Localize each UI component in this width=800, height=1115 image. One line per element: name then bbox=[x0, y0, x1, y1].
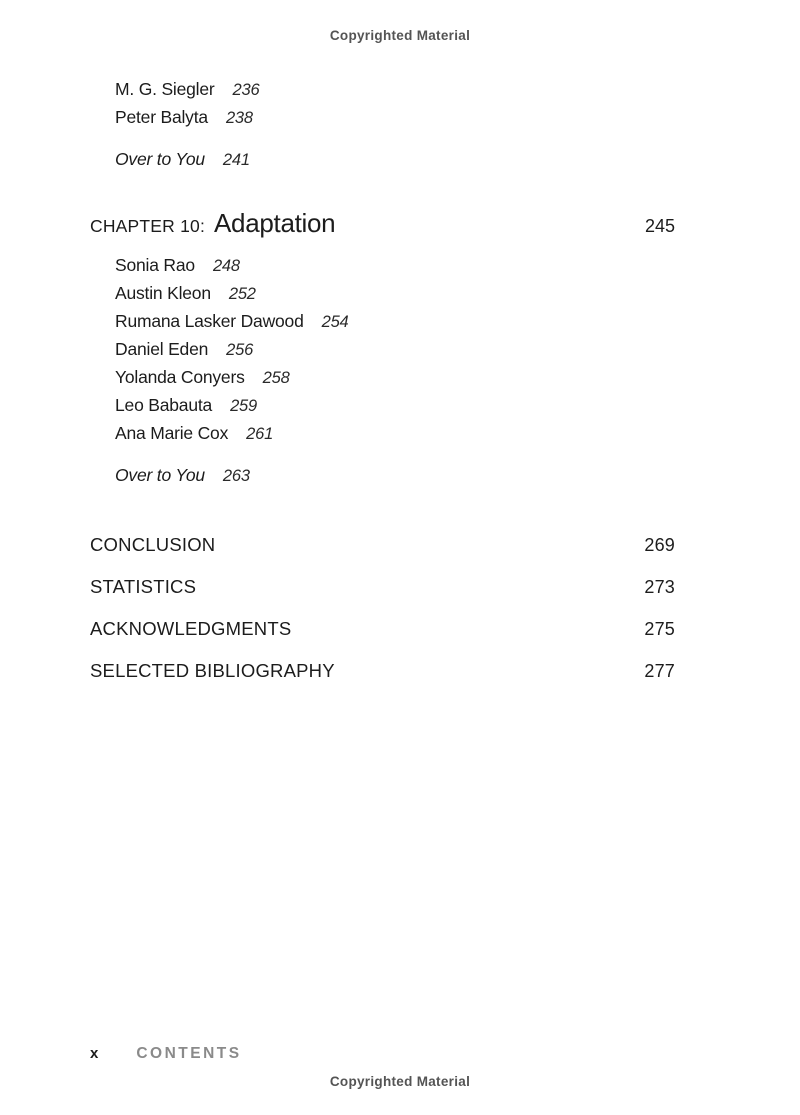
toc-entry bbox=[115, 252, 675, 280]
toc-entry bbox=[115, 146, 675, 174]
leading-entries bbox=[115, 76, 675, 132]
entry-page-number: 241 bbox=[222, 151, 250, 169]
chapter-heading bbox=[90, 208, 675, 239]
section-label: ACKNOWLEDGMENTS bbox=[90, 618, 292, 639]
entry-name: Ana Marie Cox bbox=[115, 423, 229, 443]
entry-name: Sonia Rao bbox=[115, 255, 195, 275]
section-row bbox=[90, 658, 675, 684]
toc-content bbox=[90, 76, 675, 684]
entry-name: Austin Kleon bbox=[115, 283, 211, 303]
copyright-notice-top: Copyrighted Material bbox=[329, 28, 471, 43]
toc-entry bbox=[115, 364, 675, 392]
toc-entry bbox=[115, 392, 675, 420]
entry-name: Daniel Eden bbox=[115, 339, 209, 359]
entry-page-number: 263 bbox=[222, 467, 250, 485]
chapter-over-to-you bbox=[115, 462, 675, 490]
section-label: SELECTED BIBLIOGRAPHY bbox=[90, 660, 335, 681]
entry-name: Leo Babauta bbox=[115, 395, 213, 415]
entry-name: Over to You bbox=[115, 149, 205, 169]
entry-page-number: 238 bbox=[225, 109, 253, 127]
chapter-title: Adaptation bbox=[214, 208, 336, 238]
page-footer bbox=[90, 1045, 242, 1063]
toc-entry bbox=[115, 308, 675, 336]
back-matter-sections bbox=[90, 532, 675, 684]
section-label: STATISTICS bbox=[90, 576, 197, 597]
folio-page-number: x bbox=[90, 1045, 99, 1062]
entry-page-number: 259 bbox=[230, 397, 257, 415]
entry-page-number: 248 bbox=[212, 257, 240, 275]
entry-page-number: 254 bbox=[321, 313, 349, 331]
section-page-number: 269 bbox=[644, 535, 675, 555]
running-head-contents: CONTENTS bbox=[136, 1045, 242, 1062]
toc-entry bbox=[115, 462, 675, 490]
copyright-notice-bottom: Copyrighted Material bbox=[329, 1074, 471, 1089]
chapter-entries bbox=[115, 252, 675, 448]
toc-entry bbox=[115, 280, 675, 308]
chapter-label: CHAPTER 10: bbox=[90, 216, 206, 236]
entry-name: Rumana Lasker Dawood bbox=[115, 311, 304, 331]
entry-name: Yolanda Conyers bbox=[115, 367, 245, 387]
entry-page-number: 261 bbox=[246, 425, 274, 443]
entry-name: Peter Balyta bbox=[115, 107, 208, 127]
entry-name: M. G. Siegler bbox=[115, 79, 215, 99]
entry-page-number: 258 bbox=[262, 369, 290, 387]
toc-entry bbox=[115, 76, 675, 104]
section-page-number: 273 bbox=[644, 577, 675, 597]
section-label: CONCLUSION bbox=[90, 534, 216, 555]
section-row bbox=[90, 616, 675, 642]
entry-page-number: 236 bbox=[232, 81, 260, 99]
chapter-heading-left bbox=[90, 208, 335, 239]
toc-entry bbox=[115, 104, 675, 132]
section-page-number: 275 bbox=[644, 619, 675, 639]
leading-over-to-you bbox=[115, 146, 675, 174]
section-page-number: 277 bbox=[644, 661, 675, 681]
section-row bbox=[90, 532, 675, 558]
entry-page-number: 252 bbox=[228, 285, 256, 303]
toc-entry bbox=[115, 336, 675, 364]
entry-page-number: 256 bbox=[226, 341, 254, 359]
toc-entry bbox=[115, 420, 675, 448]
entry-name: Over to You bbox=[115, 465, 205, 485]
chapter-page-number: 245 bbox=[644, 216, 675, 236]
section-row bbox=[90, 574, 675, 600]
